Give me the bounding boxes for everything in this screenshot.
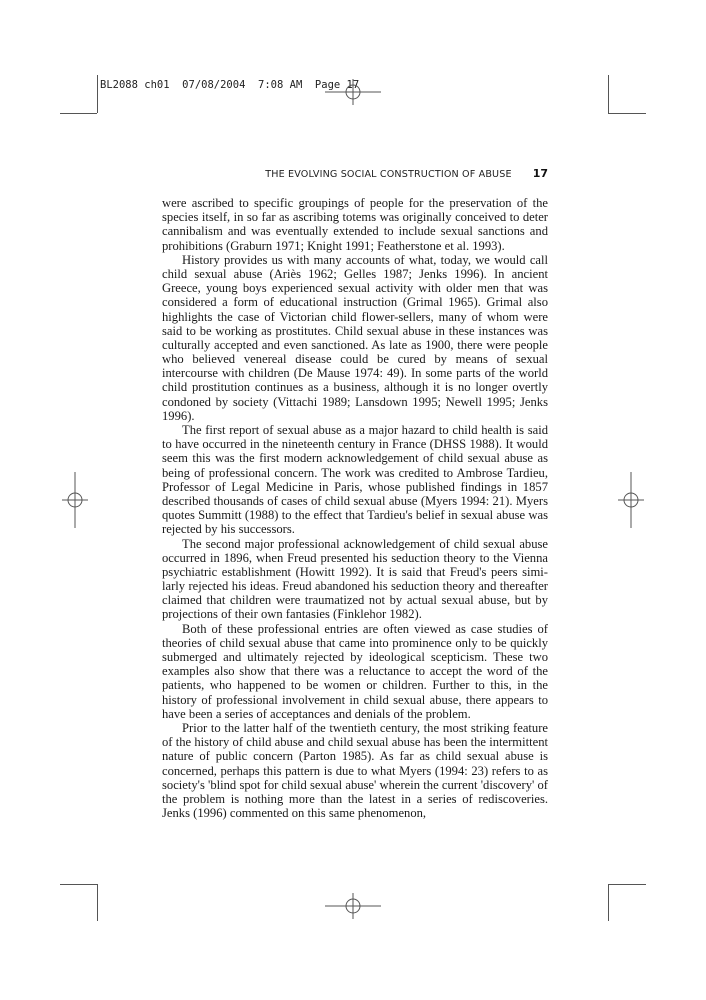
body-text — [162, 196, 548, 820]
crop-mark-top-right-horizontal — [608, 113, 646, 114]
registration-mark-top — [323, 77, 383, 107]
registration-mark-left — [60, 470, 90, 530]
crop-mark-top-left-horizontal — [60, 113, 97, 114]
paragraph-4: The second major professional acknowledgement of child sexual abuse occurred in 1896, when Freud presented his seduction theory to the Vienna psychiatric establishment (Howitt 1992). It is said that Freud's peers similarly rejected his ideas. Freud abandoned his seduction theory and thereafter claimed that children were traumatized not by actual sexual abuse, but by projections of their own fantasies (Finklehor 1982). — [162, 536, 548, 622]
paragraph-5: Both of these professional entries are often viewed as case studies of theories of child sexual abuse that came into prominence only to be quickly submerged and ultimately rejected by ideological scepticism. These two examples also show that there was a reluctance to accept the word of the patients, who happened to be women or children. Further to this, in the history of professional involvement in child sexual abuse, there appears to have been a series of acceptances and denials of the problem. — [162, 621, 548, 721]
crop-mark-top-right-vertical — [608, 75, 609, 113]
printer-slug-line: BL2088 ch01 07/08/2004 7:08 AM Page 17 — [100, 79, 360, 91]
crop-mark-bottom-right-horizontal — [608, 884, 646, 885]
crop-mark-bottom-right-vertical — [608, 884, 609, 921]
paragraph-2: History provides us with many accounts of what, today, we would call child sexual abuse (Ariès 1962; Gelles 1987; Jenks 1996). In ancient Greece, young boys experienced sexual activity with older men that was considered a form of educational instruction (Grimal 1965). Grimal also highlights the case of Victorian child flower-sellers, many of whom were said to be working as prostitutes. Child sexual abuse in these instances was culturally accepted and even sanctioned. As late as 1900, there were people who believed venereal disease could be cured by means of sexual intercourse with children (De Mause 1974: 49). In some parts of the world child prostitution continues as a business, although it is no longer overtly condoned by society (Vittachi 1989; Lansdown 1995; Newell 1995; Jenks 1996). — [162, 252, 548, 423]
paragraph-1: were ascribed to specific groupings of people for the preservation of the species itself, in so far as ascribing totems was originally conceived to deter cannibalism and was eventually extended to include sexual sanctions and prohibitions (Graburn 1971; Knight 1991; Featherstone et al. 1993). — [162, 196, 548, 253]
paragraph-3: The first report of sexual abuse as a major hazard to child health is said to have occurred in the nineteenth century in France (DHSS 1988). It would seem this was the first modern acknowledgement of child sexual abuse as being of professional concern. The work was credited to Ambrose Tardieu, Professor of Legal Medicine in Paris, whose published findings in 1857 described thousands of cases of child sexual abuse (Myers 1994: 21). Myers quotes Summitt (1988) to the effect that Tardieu's belief in sexual abuse was rejected by his successors. — [162, 423, 548, 537]
crop-mark-top-left-vertical — [97, 75, 98, 113]
page-number: 17 — [532, 167, 548, 180]
crop-mark-bottom-left-vertical — [97, 884, 98, 921]
registration-mark-right — [616, 470, 646, 530]
running-head-title: THE EVOLVING SOCIAL CONSTRUCTION OF ABUSE — [265, 169, 512, 180]
running-head — [162, 167, 548, 180]
registration-mark-bottom — [323, 891, 383, 921]
paragraph-6: Prior to the latter half of the twentieth century, the most striking feature of the history of child abuse and child sexual abuse has been the intermittent nature of public concern (Parton 1985). As far as child sexual abuse is concerned, perhaps this pattern is due to what Myers (1994: 23) refers to as society's 'blind spot for child sexual abuse' wherein the current 'discovery' of the problem is nothing more than the latest in a series of rediscoveries. Jenks (1996) commented on this same phenomenon, — [162, 720, 548, 821]
crop-mark-bottom-left-horizontal — [60, 884, 97, 885]
